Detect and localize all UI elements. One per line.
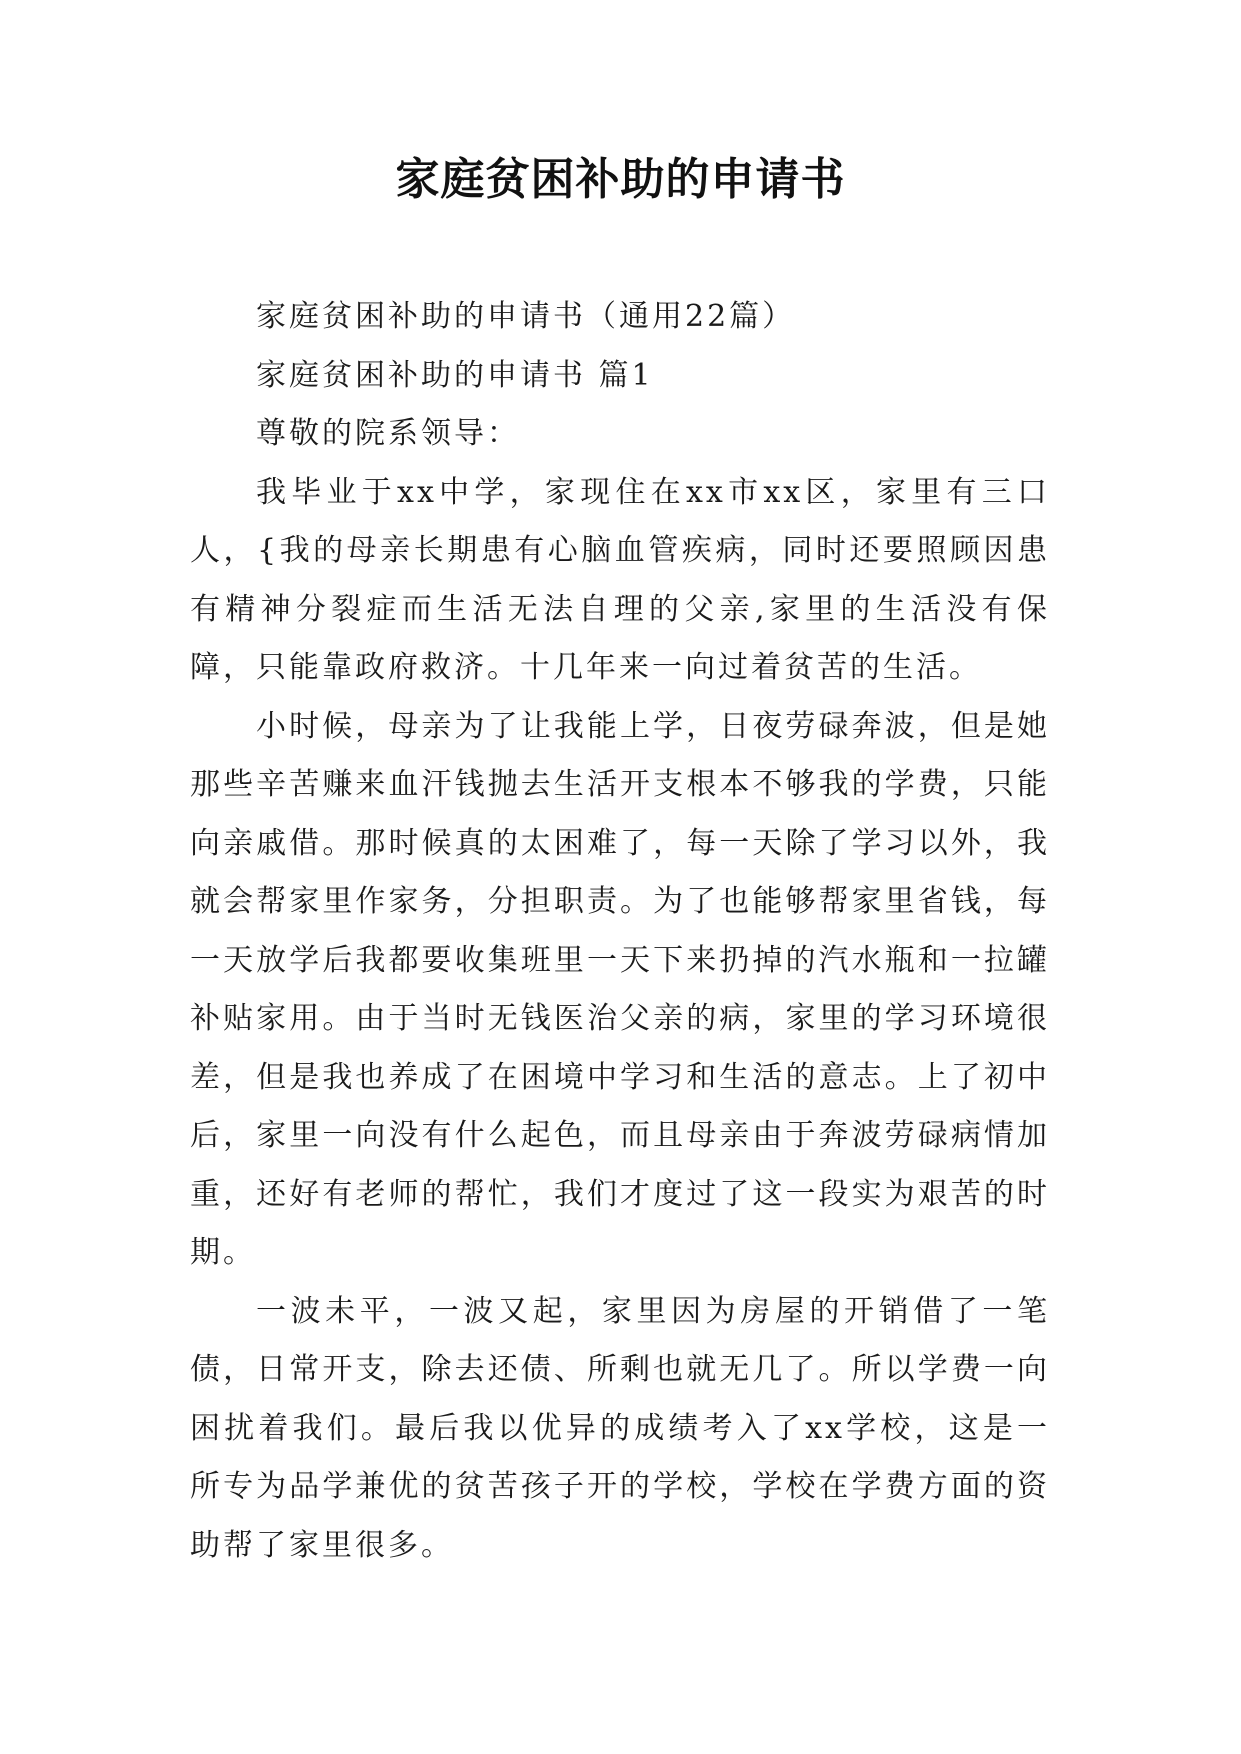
body-paragraph-1: 我毕业于xx中学，家现住在xx市xx区，家里有三口人，{我的母亲长期患有心脑血管疾病，同时还要照顾因患有精神分裂症而生活无法自理的父亲,家里的生活没有保障，只能靠政府救济。十几年来一向过着贫苦的生活。 [190, 474, 1050, 685]
document-title: 家庭贫困补助的申请书 [395, 154, 846, 205]
subtitle-paragraph: 家庭贫困补助的申请书（通用22篇） [256, 299, 796, 334]
body-paragraph-3: 一波未平，一波又起，家里因为房屋的开销借了一笔债，日常开支，除去还债、所剩也就无几了。所以学费一向困扰着我们。最后我以优异的成绩考入了xx学校，这是一所专为品学兼优的贫苦孩子开的学校，学校在学费方面的资助帮了家里很多。 [190, 1293, 1050, 1563]
salutation-paragraph: 尊敬的院系领导： [256, 416, 520, 451]
document-body [190, 288, 1050, 1575]
section-heading-paragraph: 家庭贫困补助的申请书 篇1 [256, 357, 654, 393]
body-paragraph-2: 小时候，母亲为了让我能上学，日夜劳碌奔波，但是她那些辛苦赚来血汗钱抛去生活开支根本不够我的学费，只能向亲戚借。那时候真的太困难了，每一天除了学习以外，我就会帮家里作家务，分担职责。为了也能够帮家里省钱，每一天放学后我都要收集班里一天下来扔掉的汽水瓶和一拉罐补贴家用。由于当时无钱医治父亲的病，家里的学习环境很差，但是我也养成了在困境中学习和生活的意志。上了初中后，家里一向没有什么起色，而且母亲由于奔波劳碌病情加重，还好有老师的帮忙，我们才度过了这一段实为艰苦的时期。 [190, 708, 1050, 1270]
